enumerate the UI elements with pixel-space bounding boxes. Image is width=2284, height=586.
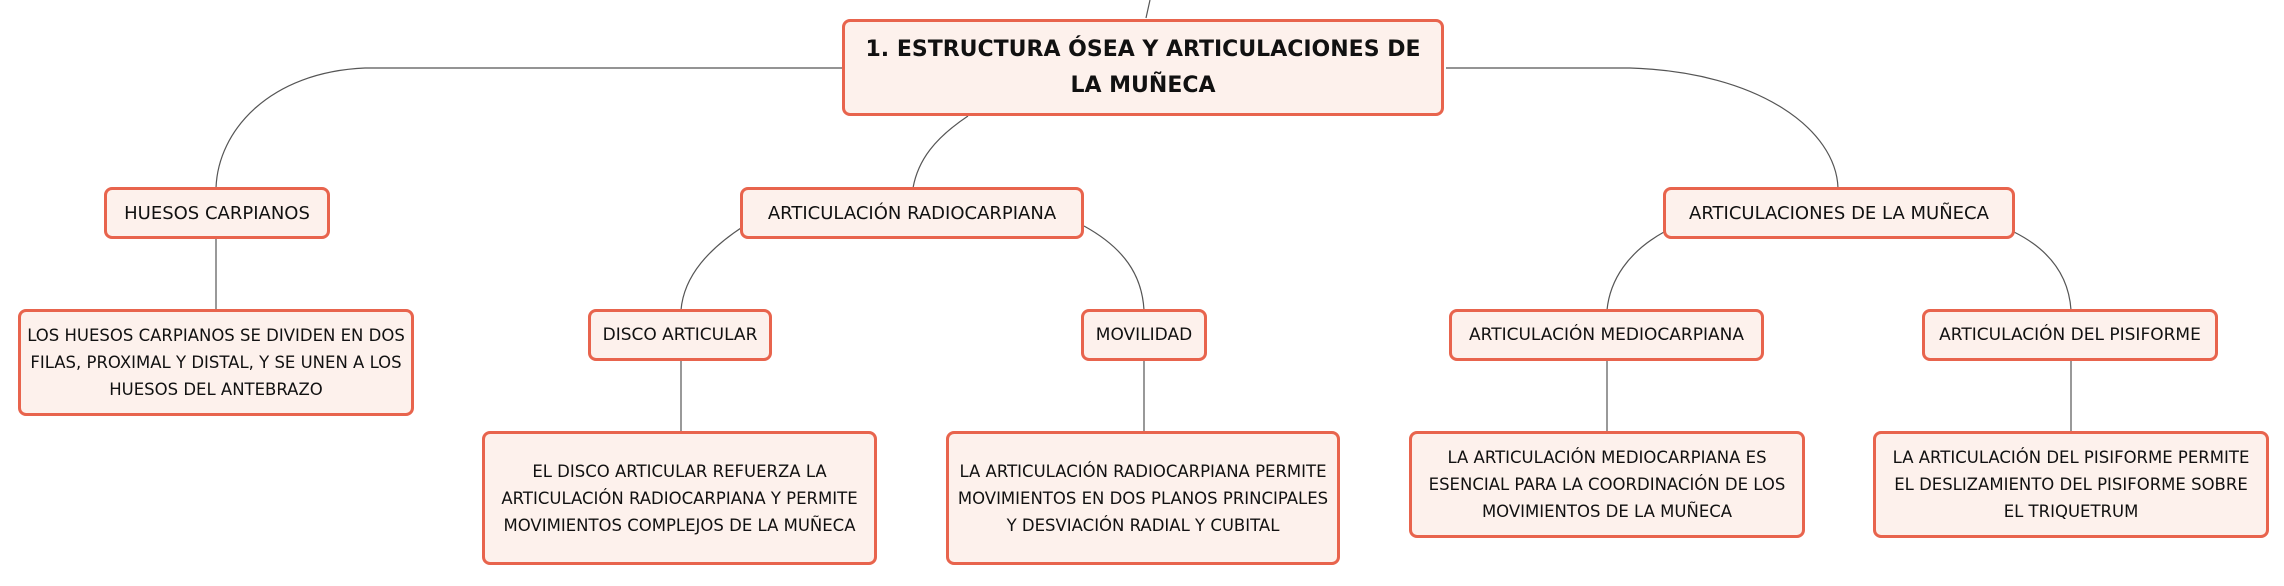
connector-articulaciones-mediocarpiana xyxy=(1607,232,1664,310)
topic-articulacion-pisiforme[interactable] xyxy=(1922,309,2218,361)
topic-articulacion-radiocarpiana[interactable] xyxy=(740,187,1084,239)
topic-huesos-carpianos[interactable] xyxy=(104,187,330,239)
topic-articulacion-pisiforme-label: ARTICULACIÓN DEL PISIFORME xyxy=(1939,324,2201,345)
topic-articulacion-radiocarpiana-label: ARTICULACIÓN RADIOCARPIANA xyxy=(767,202,1057,224)
detail-articulacion-pisiforme[interactable] xyxy=(1873,431,2269,538)
connector-root-articulaciones xyxy=(1446,68,1838,188)
root-topic[interactable] xyxy=(842,19,1444,116)
detail-articulacion-pisiforme-text: LA ARTICULACIÓN DEL PISIFORME PERMITE EL DESLIZAMIENTO DEL PISIFORME SOBRE EL TRIQUETRUM xyxy=(1892,448,2250,521)
topic-articulacion-mediocarpiana-label: ARTICULACIÓN MEDIOCARPIANA xyxy=(1469,324,1744,345)
topic-movilidad[interactable] xyxy=(1081,309,1207,361)
detail-disco-articular-text: EL DISCO ARTICULAR REFUERZA LA ARTICULACIÓN RADIOCARPIANA Y PERMITE MOVIMIENTOS COMPLEJOS DE LA MUÑECA xyxy=(501,461,858,535)
topic-articulaciones-muneca[interactable] xyxy=(1663,187,2015,239)
topic-huesos-carpianos-label: HUESOS CARPIANOS xyxy=(124,202,310,224)
detail-huesos-carpianos-text: LOS HUESOS CARPIANOS SE DIVIDEN EN DOS FILAS, PROXIMAL Y DISTAL, Y SE UNEN A LOS HUESOS DEL ANTEBRAZO xyxy=(27,326,405,399)
detail-movilidad-text: LA ARTICULACIÓN RADIOCARPIANA PERMITE MOVIMIENTOS EN DOS PLANOS PRINCIPALES Y DESVIACIÓN RADIAL Y CUBITAL xyxy=(957,461,1329,535)
connector-root-radiocarpiana xyxy=(913,116,968,188)
topic-disco-articular-label: DISCO ARTICULAR xyxy=(602,324,758,345)
connector-parent-root xyxy=(1146,0,1150,18)
root-topic-label: 1. ESTRUCTURA ÓSEA Y ARTICULACIONES DE LA MUÑECA xyxy=(865,36,1421,98)
topic-movilidad-label: MOVILIDAD xyxy=(1095,324,1193,345)
connector-radiocarpiana-disco xyxy=(681,226,744,310)
detail-huesos-carpianos[interactable] xyxy=(18,309,414,416)
detail-articulacion-mediocarpiana[interactable] xyxy=(1409,431,1805,538)
connector-root-huesos xyxy=(216,68,844,188)
connector-articulaciones-pisiforme xyxy=(2014,232,2071,310)
topic-articulacion-mediocarpiana[interactable] xyxy=(1449,309,1764,361)
connector-radiocarpiana-movilidad xyxy=(1084,226,1144,310)
topic-articulaciones-muneca-label: ARTICULACIONES DE LA MUÑECA xyxy=(1689,202,1989,224)
detail-movilidad[interactable] xyxy=(946,431,1340,565)
detail-disco-articular[interactable] xyxy=(482,431,877,565)
detail-articulacion-mediocarpiana-text: LA ARTICULACIÓN MEDIOCARPIANA ES ESENCIAL PARA LA COORDINACIÓN DE LOS MOVIMIENTOS DE LA MUÑECA xyxy=(1428,448,1786,521)
topic-disco-articular[interactable] xyxy=(588,309,772,361)
